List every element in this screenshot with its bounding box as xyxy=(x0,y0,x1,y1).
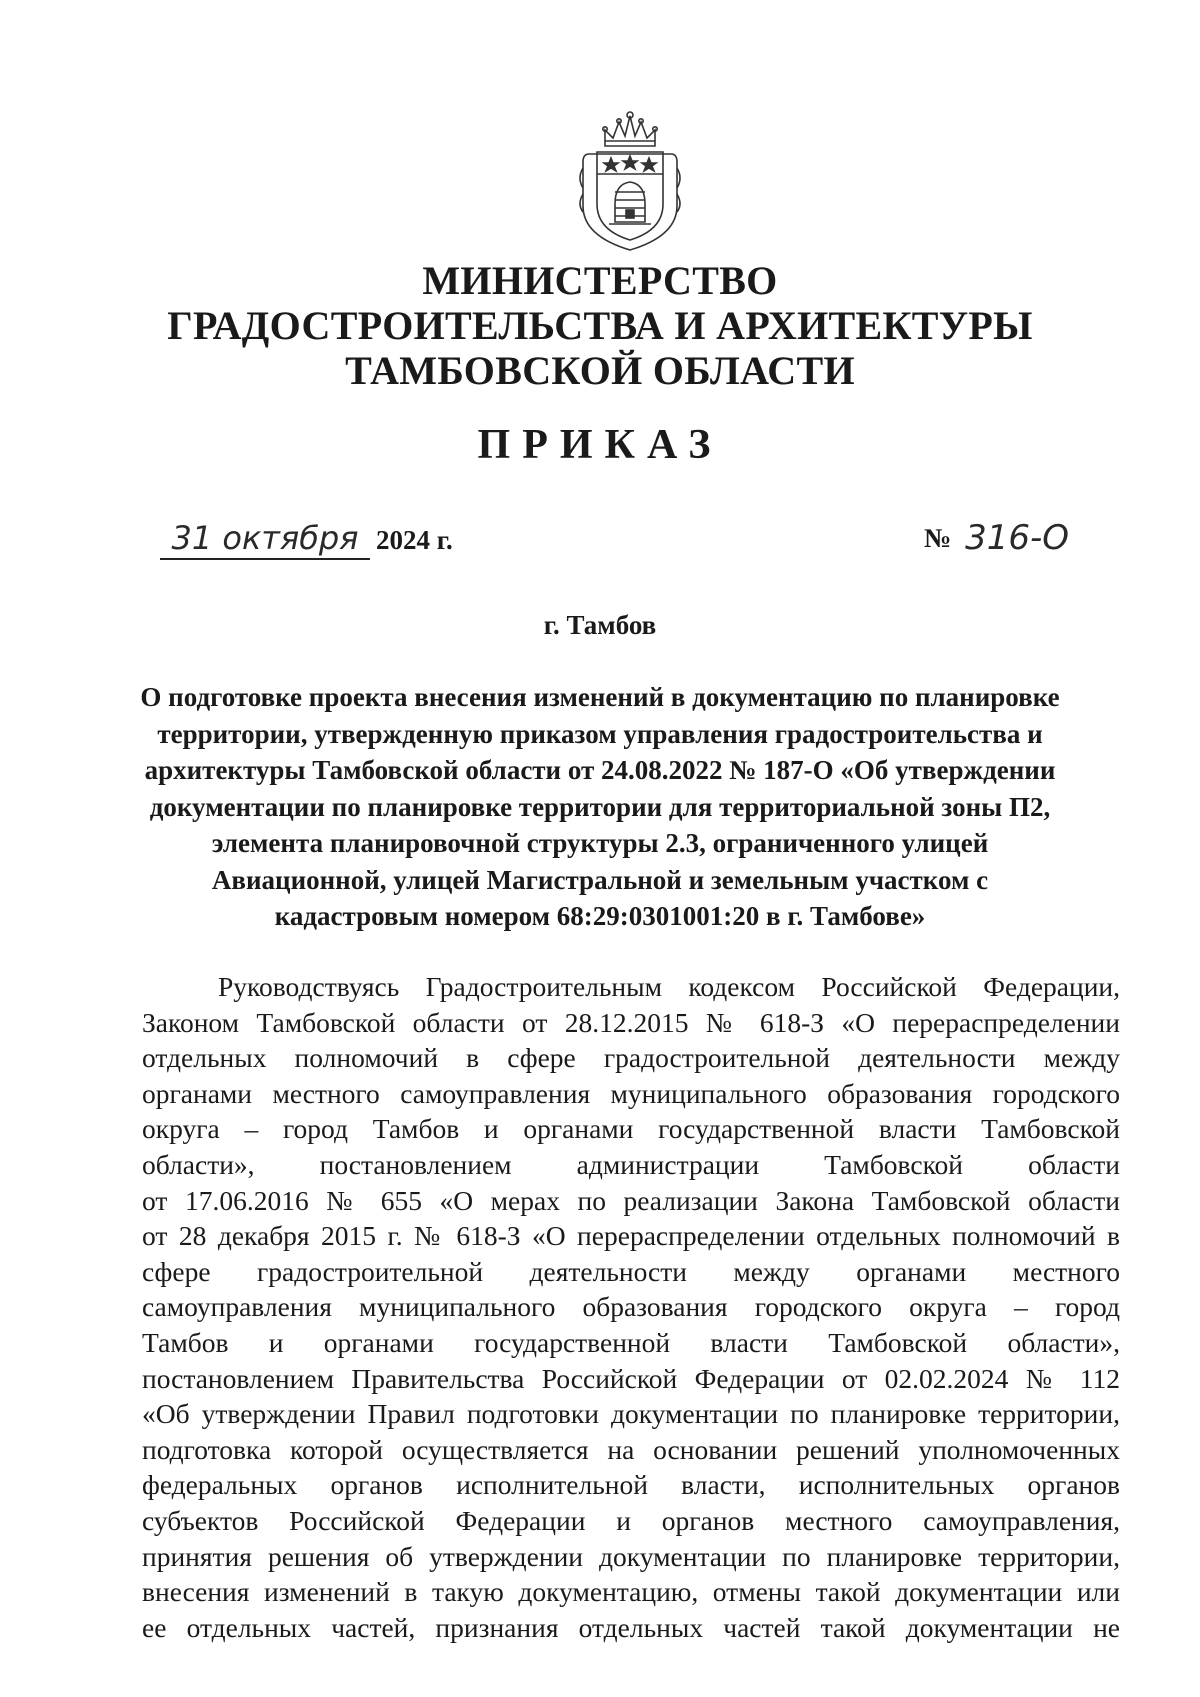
subject-line: документации по планировке территории для территориальной зоны П2, xyxy=(149,791,1051,822)
body-line: принятия решения об утверждении документации по планировке территории, xyxy=(142,1540,1120,1572)
body-line: области», постановлением администрации Тамбовской области xyxy=(142,1148,1120,1180)
body-line: субъектов Российской Федерации и органов местного самоуправления, xyxy=(142,1504,1120,1536)
body-line: постановлением Правительства Российской Федерации от 02.02.2024 № 112 xyxy=(142,1362,1120,1394)
ministry-title-line-3: ТАМБОВСКОЙ ОБЛАСТИ xyxy=(345,348,855,393)
body-line: Руководствуясь Градостроительным кодексом Российской Федерации, xyxy=(218,971,1120,1002)
date-year: 2024 г. xyxy=(376,525,453,555)
body-line: Законом Тамбовской области от 28.12.2015 № 618-З «О перераспределении xyxy=(142,1006,1120,1038)
body-line: от 17.06.2016 № 655 «О мерах по реализации Закона Тамбовской области xyxy=(142,1184,1120,1216)
subject-line: кадастровым номером 68:29:0301001:20 в г. Тамбове» xyxy=(274,901,926,931)
body-line: Тамбов и органами государственной власти Тамбовской области», xyxy=(142,1326,1120,1358)
subject-line: О подготовке проекта внесения изменений в документацию по планировке xyxy=(140,682,1060,712)
body-line: ее отдельных частей, признания отдельных частей такой документации не xyxy=(142,1611,1120,1643)
subject-line: территории, утвержденную приказом управления градостроительства и xyxy=(157,718,1043,749)
document-type-title: ПРИКАЗ xyxy=(477,422,723,468)
subject-line: элемента планировочной структуры 2.3, ограниченного улицей xyxy=(211,828,989,858)
subject-line: архитектуры Тамбовской области от 24.08.2022 № 187-О «Об утверждении xyxy=(144,755,1056,785)
body-line: федеральных органов исполнительной власти, исполнительных органов xyxy=(142,1469,1120,1501)
number-sign: № xyxy=(924,523,952,553)
handwritten-date: 31 октября xyxy=(160,518,370,560)
document-number xyxy=(924,518,1069,558)
body-line: округа – город Тамбов и органами государственной власти Тамбовской xyxy=(142,1113,1120,1145)
body-line: от 28 декабря 2015 г. № 618-З «О перераспределении отдельных полномочий в xyxy=(142,1220,1120,1252)
document-date xyxy=(160,518,453,568)
body-line: сфере градостроительной деятельности между органами местного xyxy=(142,1255,1120,1287)
body-line: «Об утверждении Правил подготовки документации по планировке территории, xyxy=(142,1398,1120,1430)
order-subject xyxy=(0,679,1200,935)
ministry-title xyxy=(0,258,1200,393)
body-line: самоуправления муниципального образования городского округа – город xyxy=(142,1291,1120,1323)
handwritten-number: 316-О xyxy=(965,518,1070,558)
coat-of-arms-icon xyxy=(575,108,685,253)
body-line: отдельных полномочий в сфере градостроительной деятельности между xyxy=(142,1042,1120,1074)
body-line: подготовка которой осуществляется на основании решений уполномоченных xyxy=(142,1433,1120,1465)
subject-line: Авиационной, улицей Магистральной и земельным участком с xyxy=(211,864,989,895)
body-line: органами местного самоуправления муниципального образования городского xyxy=(142,1077,1120,1109)
body-line: внесения изменений в такую документацию, отмены такой документации или xyxy=(142,1576,1120,1608)
city-name: г. Тамбов xyxy=(543,610,657,640)
ministry-title-line-1: МИНИСТЕРСТВО xyxy=(422,258,778,303)
body-paragraph xyxy=(142,969,1120,1645)
ministry-title-line-2: ГРАДОСТРОИТЕЛЬСТВА И АРХИТЕКТУРЫ xyxy=(167,303,1033,348)
